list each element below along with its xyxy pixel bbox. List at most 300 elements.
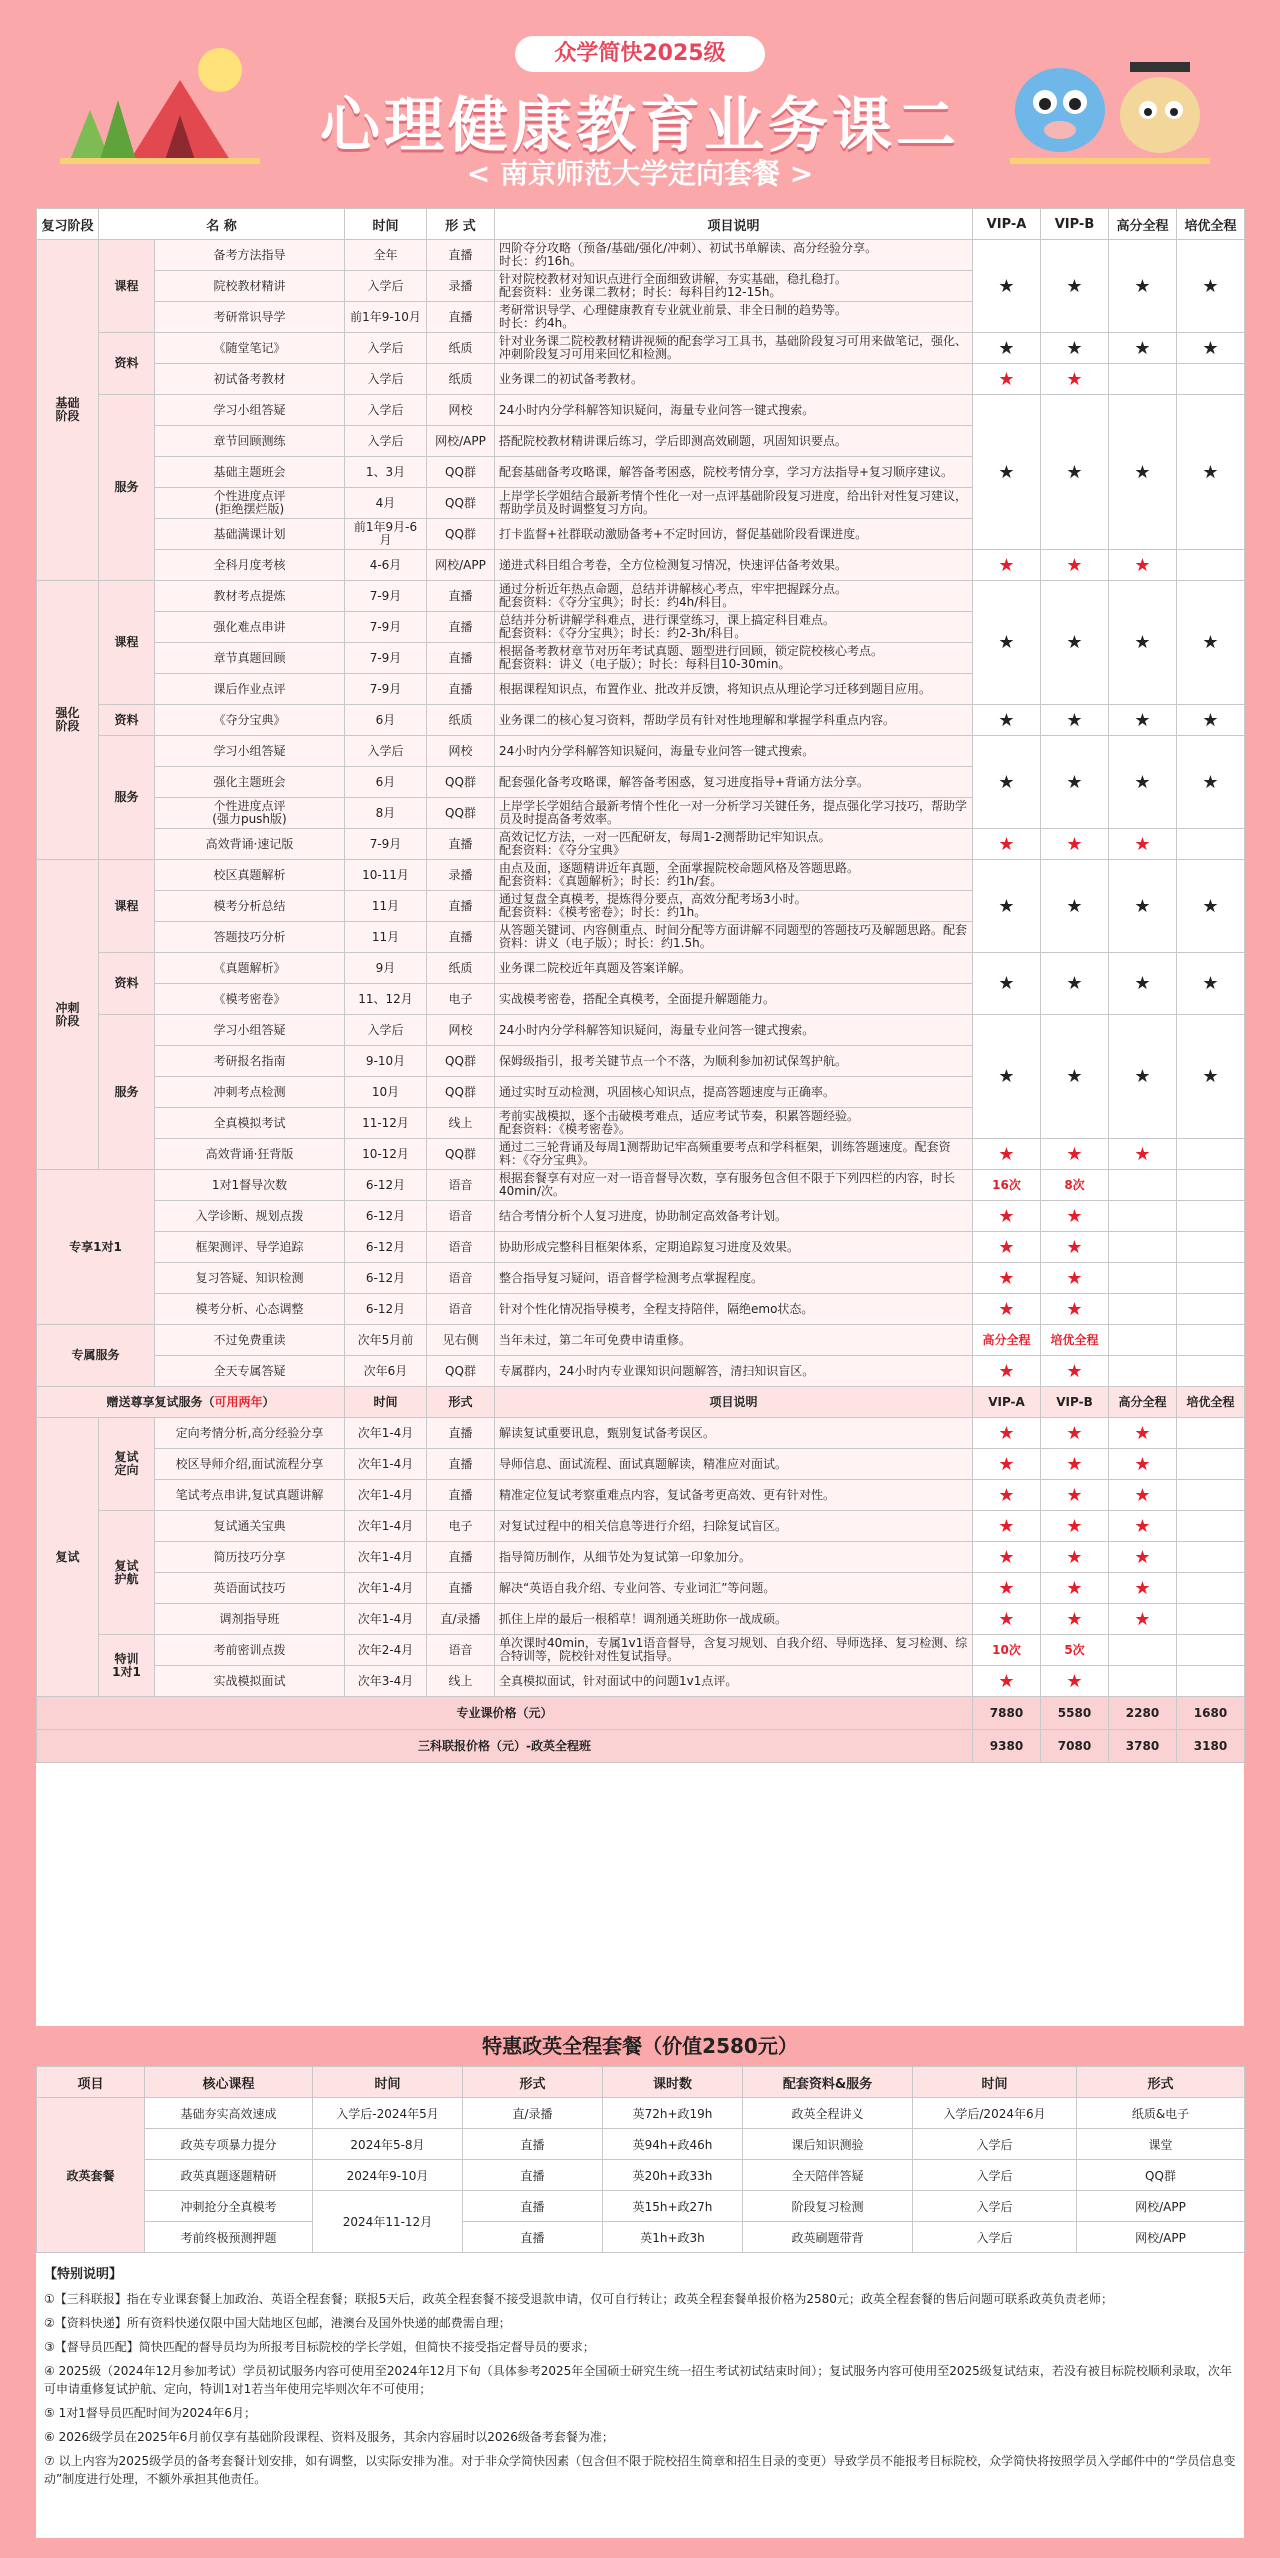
empty-cell bbox=[1177, 364, 1245, 395]
item-name: 强化主题班会 bbox=[155, 767, 345, 798]
category-label: 复试 定向 bbox=[99, 1418, 155, 1511]
red-star-icon: ★ bbox=[1109, 1480, 1177, 1511]
course-form: 直播 bbox=[463, 2191, 603, 2222]
item-form: 直播 bbox=[427, 922, 495, 953]
note-item: ④ 2025级（2024年12月参加考试）学员初试服务内容可使用至2024年12月下旬（具体参考2025年全国硕士研究生统一招生考试初试结束时间）；复试服务内容可使用至2025级复试结束，若没有被目标院校顺利录取，次年可申请重修复试护航、定向，特训1对1若当年使用完毕则次年不可使用； bbox=[44, 2364, 1232, 2396]
item-form: 直播 bbox=[427, 1573, 495, 1604]
plan-badge: 10次 bbox=[973, 1635, 1041, 1666]
item-desc: 由点及面，逐题精讲近年真题，全面掌握院校命题风格及答题思路。 配套资料：《真题解析》；时长：约1h/套。 bbox=[495, 860, 973, 891]
item-name: 考前密训点拨 bbox=[155, 1635, 345, 1666]
item-form: 线上 bbox=[427, 1666, 495, 1697]
item-time: 次年5月前 bbox=[345, 1325, 427, 1356]
item-form: 语音 bbox=[427, 1294, 495, 1325]
item-name: 框架测评、导学追踪 bbox=[155, 1232, 345, 1263]
item-time: 次年1-4月 bbox=[345, 1449, 427, 1480]
item-desc: 实战模考密卷，搭配全真模考，全面提升解题能力。 bbox=[495, 984, 973, 1015]
table-row bbox=[37, 395, 1245, 426]
star-icon: ★ bbox=[973, 705, 1041, 736]
item-time: 6月 bbox=[345, 705, 427, 736]
red-star-icon: ★ bbox=[973, 1666, 1041, 1697]
item-desc: 配套基础备考攻略课，解答备考困惑，院校考情分享，学习方法指导+复习顺序建议。 bbox=[495, 457, 973, 488]
item-desc: 结合考情分析个人复习进度，协助制定高效备考计划。 bbox=[495, 1201, 973, 1232]
item-form: 录播 bbox=[427, 860, 495, 891]
item-desc: 针对业务课二院校教材精讲视频的配套学习工具书，基础阶段复习可用来做笔记，强化、冲刺阶段复习可用来回忆和检测。 bbox=[495, 333, 973, 364]
red-star-icon: ★ bbox=[973, 1139, 1041, 1170]
empty-cell bbox=[1177, 1170, 1245, 1201]
empty-cell bbox=[1177, 829, 1245, 860]
empty-cell bbox=[1177, 1139, 1245, 1170]
item-form: QQ群 bbox=[427, 1139, 495, 1170]
red-star-icon: ★ bbox=[1109, 1573, 1177, 1604]
empty-cell bbox=[1109, 1263, 1177, 1294]
table-row bbox=[37, 2098, 1245, 2129]
item-form: 见右侧 bbox=[427, 1325, 495, 1356]
item-time: 6-12月 bbox=[345, 1294, 427, 1325]
item-name: 校区真题解析 bbox=[155, 860, 345, 891]
material-service: 阶段复习检测 bbox=[743, 2191, 913, 2222]
empty-cell bbox=[1177, 550, 1245, 581]
table-row bbox=[37, 1511, 1245, 1542]
item-desc: 四阶夺分攻略（预备/基础/强化/冲刺）、初试书单解读、高分经验分享。 时长：约16h。 bbox=[495, 240, 973, 271]
category-label: 特训 1对1 bbox=[99, 1635, 155, 1697]
empty-cell bbox=[1109, 1232, 1177, 1263]
special-notes bbox=[44, 2266, 1236, 2494]
col-header: 时间 bbox=[313, 2067, 463, 2098]
item-form: 语音 bbox=[427, 1635, 495, 1666]
course-form: 直播 bbox=[463, 2129, 603, 2160]
table-row bbox=[37, 1170, 1245, 1201]
item-form: 语音 bbox=[427, 1263, 495, 1294]
table-row bbox=[37, 1449, 1245, 1480]
price-label: 专业课价格（元） bbox=[37, 1697, 973, 1730]
table-row bbox=[37, 1356, 1245, 1387]
empty-cell bbox=[1109, 364, 1177, 395]
col-header-plan: VIP-B bbox=[1041, 1387, 1109, 1418]
item-desc: 单次课时40min，专属1v1语音督导，含复习规划、自我介绍、导师选择、复习检测、综合特训等，院校针对性复试指导。 bbox=[495, 1635, 973, 1666]
star-icon: ★ bbox=[1177, 240, 1245, 333]
item-form: QQ群 bbox=[427, 488, 495, 519]
item-time: 次年1-4月 bbox=[345, 1511, 427, 1542]
course-time: 2024年11-12月 bbox=[313, 2191, 463, 2253]
item-form: 直播 bbox=[427, 581, 495, 612]
special-package-table bbox=[36, 2066, 1245, 2253]
item-desc: 专属群内，24小时内专业课知识问题解答，清扫知识盲区。 bbox=[495, 1356, 973, 1387]
empty-cell bbox=[1177, 1232, 1245, 1263]
core-course: 冲刺抢分全真模考 bbox=[145, 2191, 313, 2222]
star-icon: ★ bbox=[1177, 395, 1245, 550]
red-star-icon: ★ bbox=[973, 1573, 1041, 1604]
red-star-icon: ★ bbox=[1041, 1604, 1109, 1635]
item-form: QQ群 bbox=[427, 798, 495, 829]
table-row bbox=[37, 1263, 1245, 1294]
item-name: 个性进度点评 (拒绝摆烂版) bbox=[155, 488, 345, 519]
item-time: 入学后 bbox=[345, 271, 427, 302]
note-item: ⑤ 1对1督导员匹配时间为2024年6月； bbox=[44, 2406, 257, 2420]
col-header-plan: 高分全程 bbox=[1109, 1387, 1177, 1418]
table-row bbox=[37, 736, 1245, 767]
item-form: 直播 bbox=[427, 643, 495, 674]
item-time: 7-9月 bbox=[345, 612, 427, 643]
category-label: 资料 bbox=[99, 333, 155, 395]
item-name: 模考分析、心态调整 bbox=[155, 1294, 345, 1325]
item-form: 纸质 bbox=[427, 364, 495, 395]
item-desc: 整合指导复习疑问，语音督学检测考点掌握程度。 bbox=[495, 1263, 973, 1294]
item-desc: 通过二三轮背诵及每周1测帮助记牢高频重要考点和学科框架，训练答题速度。配套资料：《夺分宝典》。 bbox=[495, 1139, 973, 1170]
star-icon: ★ bbox=[1177, 860, 1245, 953]
item-time: 次年3-4月 bbox=[345, 1666, 427, 1697]
item-name: 《真题解析》 bbox=[155, 953, 345, 984]
item-desc: 24小时内分学科解答知识疑问，海量专业问答一键式搜索。 bbox=[495, 736, 973, 767]
item-name: 高效背诵·狂背版 bbox=[155, 1139, 345, 1170]
red-star-icon: ★ bbox=[1109, 1542, 1177, 1573]
table-row bbox=[37, 705, 1245, 736]
item-name: 冲刺考点检测 bbox=[155, 1077, 345, 1108]
item-name: 个性进度点评 (强力push版) bbox=[155, 798, 345, 829]
item-time: 4-6月 bbox=[345, 550, 427, 581]
item-time: 6-12月 bbox=[345, 1201, 427, 1232]
col-header-time: 时间 bbox=[345, 209, 427, 240]
item-name: 学习小组答疑 bbox=[155, 736, 345, 767]
page-subtitle: < 南京师范大学定向套餐 > bbox=[466, 157, 814, 190]
item-time: 10月 bbox=[345, 1077, 427, 1108]
item-form: QQ群 bbox=[427, 1356, 495, 1387]
col-header-desc: 项目说明 bbox=[495, 209, 973, 240]
item-time: 前1年9-10月 bbox=[345, 302, 427, 333]
item-name: 不过免费重读 bbox=[155, 1325, 345, 1356]
table-row bbox=[37, 1325, 1245, 1356]
red-star-icon: ★ bbox=[1041, 1511, 1109, 1542]
item-time: 11-12月 bbox=[345, 1108, 427, 1139]
item-form: QQ群 bbox=[427, 1046, 495, 1077]
item-name: 英语面试技巧 bbox=[155, 1573, 345, 1604]
item-name: 复试通关宝典 bbox=[155, 1511, 345, 1542]
item-desc: 当年未过，第二年可免费申请重修。 bbox=[495, 1325, 973, 1356]
empty-cell bbox=[1177, 1418, 1245, 1449]
red-star-icon: ★ bbox=[973, 550, 1041, 581]
red-star-icon: ★ bbox=[1041, 1449, 1109, 1480]
item-name: 全科月度考核 bbox=[155, 550, 345, 581]
red-star-icon: ★ bbox=[973, 829, 1041, 860]
phase-label: 复试 bbox=[37, 1418, 99, 1697]
col-header: 项目 bbox=[37, 2067, 145, 2098]
empty-cell bbox=[1109, 1201, 1177, 1232]
red-star-icon: ★ bbox=[1109, 1511, 1177, 1542]
item-form: 直播 bbox=[427, 302, 495, 333]
item-time: 次年6月 bbox=[345, 1356, 427, 1387]
item-name: 考研常识导学 bbox=[155, 302, 345, 333]
retest-title-end: ） bbox=[262, 1394, 275, 1409]
red-star-icon: ★ bbox=[973, 1480, 1041, 1511]
red-star-icon: ★ bbox=[973, 1294, 1041, 1325]
empty-cell bbox=[1177, 1356, 1245, 1387]
material-service: 政英全程讲义 bbox=[743, 2098, 913, 2129]
col-header-form: 形 式 bbox=[427, 209, 495, 240]
item-name: 学习小组答疑 bbox=[155, 1015, 345, 1046]
course-time: 2024年9-10月 bbox=[313, 2160, 463, 2191]
item-time: 4月 bbox=[345, 488, 427, 519]
item-time: 入学后 bbox=[345, 426, 427, 457]
material-form: 网校/APP bbox=[1077, 2222, 1245, 2253]
col-header-plan: 高分全程 bbox=[1109, 209, 1177, 240]
item-time: 9月 bbox=[345, 953, 427, 984]
item-desc: 业务课二院校近年真题及答案详解。 bbox=[495, 953, 973, 984]
item-time: 次年1-4月 bbox=[345, 1480, 427, 1511]
empty-cell bbox=[1177, 1542, 1245, 1573]
col-header: 形式 bbox=[463, 2067, 603, 2098]
item-form: 电子 bbox=[427, 984, 495, 1015]
red-star-icon: ★ bbox=[973, 1356, 1041, 1387]
item-name: 模考分析总结 bbox=[155, 891, 345, 922]
red-star-icon: ★ bbox=[1041, 1480, 1109, 1511]
item-time: 次年1-4月 bbox=[345, 1542, 427, 1573]
item-time: 次年2-4月 bbox=[345, 1635, 427, 1666]
category-label: 课程 bbox=[99, 581, 155, 705]
star-icon: ★ bbox=[1177, 953, 1245, 1015]
material-time: 入学后 bbox=[913, 2160, 1077, 2191]
item-desc: 导师信息、面试流程、面试真题解读，精准应对面试。 bbox=[495, 1449, 973, 1480]
item-name: 院校教材精讲 bbox=[155, 271, 345, 302]
note-item: ⑥ 2026级学员在2025年6月前仅享有基础阶段课程、资料及服务，其余内容届时以2026级备考套餐为准； bbox=[44, 2430, 614, 2444]
item-desc: 根据课程知识点，布置作业、批改并反馈，将知识点从理论学习迁移到题目应用。 bbox=[495, 674, 973, 705]
item-time: 11月 bbox=[345, 891, 427, 922]
empty-cell bbox=[1177, 1480, 1245, 1511]
material-time: 入学后 bbox=[913, 2191, 1077, 2222]
special-package-title: 特惠政英全程套餐（价值2580元） bbox=[36, 2026, 1244, 2066]
item-time: 前1年9月-6月 bbox=[345, 519, 427, 550]
content-panel bbox=[36, 208, 1244, 2538]
course-hours: 英1h+政3h bbox=[603, 2222, 743, 2253]
empty-cell bbox=[1177, 1263, 1245, 1294]
red-star-icon: ★ bbox=[973, 1263, 1041, 1294]
col-header-plan: VIP-B bbox=[1041, 209, 1109, 240]
red-star-icon: ★ bbox=[1109, 550, 1177, 581]
red-star-icon: ★ bbox=[973, 1201, 1041, 1232]
item-desc: 上岸学长学姐结合最新考情个性化一对一点评基础阶段复习进度，给出针对性复习建议，帮助学员及时调整复习方向。 bbox=[495, 488, 973, 519]
item-time: 11、12月 bbox=[345, 984, 427, 1015]
price-value: 2280 bbox=[1109, 1697, 1177, 1730]
red-star-icon: ★ bbox=[1041, 1263, 1109, 1294]
item-form: 直播 bbox=[427, 1418, 495, 1449]
star-icon: ★ bbox=[973, 581, 1041, 705]
star-icon: ★ bbox=[1041, 333, 1109, 364]
col-header-time: 时间 bbox=[345, 1387, 427, 1418]
star-icon: ★ bbox=[1177, 736, 1245, 829]
table-row bbox=[37, 550, 1245, 581]
table-row bbox=[37, 1015, 1245, 1046]
red-star-icon: ★ bbox=[1109, 829, 1177, 860]
star-icon: ★ bbox=[1041, 736, 1109, 829]
price-value: 7880 bbox=[973, 1697, 1041, 1730]
item-name: 《模考密卷》 bbox=[155, 984, 345, 1015]
item-name: 复习答疑、知识检测 bbox=[155, 1263, 345, 1294]
price-row bbox=[37, 1730, 1245, 1763]
item-form: 直播 bbox=[427, 1542, 495, 1573]
price-value: 7080 bbox=[1041, 1730, 1109, 1763]
empty-cell bbox=[1177, 1511, 1245, 1542]
item-form: 直播 bbox=[427, 612, 495, 643]
item-name: 校区导师介绍,面试流程分享 bbox=[155, 1449, 345, 1480]
price-value: 1680 bbox=[1177, 1697, 1245, 1730]
course-hours: 英15h+政27h bbox=[603, 2191, 743, 2222]
item-form: 直/录播 bbox=[427, 1604, 495, 1635]
item-time: 入学后 bbox=[345, 1015, 427, 1046]
table-row bbox=[37, 1635, 1245, 1666]
item-form: 网校/APP bbox=[427, 426, 495, 457]
item-desc: 24小时内分学科解答知识疑问，海量专业问答一键式搜索。 bbox=[495, 1015, 973, 1046]
red-star-icon: ★ bbox=[1109, 1604, 1177, 1635]
material-form: 课堂 bbox=[1077, 2129, 1245, 2160]
star-icon: ★ bbox=[1041, 860, 1109, 953]
item-name: 学习小组答疑 bbox=[155, 395, 345, 426]
item-desc: 从答题关键词、内容侧重点、时间分配等方面讲解不同题型的答题技巧及解题思路。配套资料：讲义（电子版）；时长：约1.5h。 bbox=[495, 922, 973, 953]
item-form: 直播 bbox=[427, 829, 495, 860]
item-form: 录播 bbox=[427, 271, 495, 302]
table-row bbox=[37, 2191, 1245, 2222]
red-star-icon: ★ bbox=[1041, 1573, 1109, 1604]
material-service: 课后知识测验 bbox=[743, 2129, 913, 2160]
item-desc: 抓住上岸的最后一根稻草！调剂通关班助你一战成硕。 bbox=[495, 1604, 973, 1635]
red-star-icon: ★ bbox=[1109, 1449, 1177, 1480]
red-star-icon: ★ bbox=[1041, 1201, 1109, 1232]
item-name: 初试备考教材 bbox=[155, 364, 345, 395]
item-desc: 精准定位复试考察重难点内容，复试备考更高效、更有针对性。 bbox=[495, 1480, 973, 1511]
item-name: 《夺分宝典》 bbox=[155, 705, 345, 736]
table-row bbox=[37, 1542, 1245, 1573]
course-time: 2024年5-8月 bbox=[313, 2129, 463, 2160]
item-form: 网校 bbox=[427, 395, 495, 426]
col-header-plan: VIP-A bbox=[973, 209, 1041, 240]
item-name: 全真模拟考试 bbox=[155, 1108, 345, 1139]
table-row bbox=[37, 1139, 1245, 1170]
item-time: 入学后 bbox=[345, 364, 427, 395]
page-title: 心理健康教育业务课二 bbox=[320, 91, 960, 161]
col-header: 时间 bbox=[913, 2067, 1077, 2098]
item-name: 强化难点串讲 bbox=[155, 612, 345, 643]
retest-validity: 可用两年 bbox=[214, 1394, 263, 1409]
item-name: 全天专属答疑 bbox=[155, 1356, 345, 1387]
item-form: 线上 bbox=[427, 1108, 495, 1139]
item-time: 6月 bbox=[345, 767, 427, 798]
plan-badge: 培优全程 bbox=[1041, 1325, 1109, 1356]
empty-cell bbox=[1177, 1449, 1245, 1480]
item-form: 语音 bbox=[427, 1232, 495, 1263]
red-star-icon: ★ bbox=[973, 364, 1041, 395]
item-form: 直播 bbox=[427, 1449, 495, 1480]
table-row bbox=[37, 2129, 1245, 2160]
item-form: QQ群 bbox=[427, 457, 495, 488]
course-hours: 英20h+政33h bbox=[603, 2160, 743, 2191]
category-label: 专属服务 bbox=[37, 1325, 155, 1387]
course-time: 入学后-2024年5月 bbox=[313, 2098, 463, 2129]
material-service: 政英刷题带背 bbox=[743, 2222, 913, 2253]
item-name: 《随堂笔记》 bbox=[155, 333, 345, 364]
item-name: 调剂指导班 bbox=[155, 1604, 345, 1635]
empty-cell bbox=[1109, 1666, 1177, 1697]
plan-badge: 8次 bbox=[1041, 1170, 1109, 1201]
item-time: 7-9月 bbox=[345, 829, 427, 860]
col-header-plan: 培优全程 bbox=[1177, 1387, 1245, 1418]
star-icon: ★ bbox=[1109, 953, 1177, 1015]
table-row bbox=[37, 829, 1245, 860]
table-row bbox=[37, 240, 1245, 271]
material-form: QQ群 bbox=[1077, 2160, 1245, 2191]
item-desc: 配套强化备考攻略课，解答备考困惑，复习进度指导+背诵方法分享。 bbox=[495, 767, 973, 798]
grade-badge: 众学简快2025级 bbox=[515, 36, 765, 72]
item-desc: 递进式科目组合考卷，全方位检测复习情况，快速评估备考效果。 bbox=[495, 550, 973, 581]
item-time: 全年 bbox=[345, 240, 427, 271]
item-time: 6-12月 bbox=[345, 1232, 427, 1263]
retest-title: 赠送尊享复试服务（ bbox=[106, 1394, 215, 1409]
red-star-icon: ★ bbox=[973, 1542, 1041, 1573]
col-header-plan: VIP-A bbox=[973, 1387, 1041, 1418]
star-icon: ★ bbox=[973, 860, 1041, 953]
item-form: 纸质 bbox=[427, 705, 495, 736]
item-name: 答题技巧分析 bbox=[155, 922, 345, 953]
item-desc: 通过分析近年热点命题，总结并讲解核心考点，牢牢把握踩分点。 配套资料：《夺分宝典》；时长：约4h/科目。 bbox=[495, 581, 973, 612]
course-hours: 英94h+政46h bbox=[603, 2129, 743, 2160]
red-star-icon: ★ bbox=[1041, 1139, 1109, 1170]
item-time: 10-11月 bbox=[345, 860, 427, 891]
item-form: 直播 bbox=[427, 674, 495, 705]
table-row bbox=[37, 1666, 1245, 1697]
empty-cell bbox=[1109, 1294, 1177, 1325]
table-row bbox=[37, 1201, 1245, 1232]
star-icon: ★ bbox=[1109, 705, 1177, 736]
table-row bbox=[37, 333, 1245, 364]
course-form: 直播 bbox=[463, 2160, 603, 2191]
empty-cell bbox=[1177, 1666, 1245, 1697]
col-header-name: 名 称 bbox=[99, 209, 345, 240]
item-time: 7-9月 bbox=[345, 674, 427, 705]
item-form: QQ群 bbox=[427, 767, 495, 798]
plan-badge: 5次 bbox=[1041, 1635, 1109, 1666]
red-star-icon: ★ bbox=[1109, 1418, 1177, 1449]
table-row bbox=[37, 581, 1245, 612]
table-row bbox=[37, 1418, 1245, 1449]
price-value: 9380 bbox=[973, 1730, 1041, 1763]
table-row bbox=[37, 953, 1245, 984]
notes-heading: 【特别说明】 bbox=[44, 2267, 123, 2282]
item-time: 11月 bbox=[345, 922, 427, 953]
col-header-plan: 培优全程 bbox=[1177, 209, 1245, 240]
item-name: 基础满课计划 bbox=[155, 519, 345, 550]
item-form: 纸质 bbox=[427, 333, 495, 364]
table-row bbox=[37, 1232, 1245, 1263]
item-time: 入学后 bbox=[345, 395, 427, 426]
star-icon: ★ bbox=[1177, 1015, 1245, 1139]
star-icon: ★ bbox=[1109, 1015, 1177, 1139]
empty-cell bbox=[1109, 1170, 1177, 1201]
star-icon: ★ bbox=[1041, 1015, 1109, 1139]
star-icon: ★ bbox=[1109, 581, 1177, 705]
star-icon: ★ bbox=[1109, 736, 1177, 829]
category-label: 资料 bbox=[99, 705, 155, 736]
red-star-icon: ★ bbox=[1041, 550, 1109, 581]
item-time: 10-12月 bbox=[345, 1139, 427, 1170]
star-icon: ★ bbox=[973, 395, 1041, 550]
table-row bbox=[37, 1480, 1245, 1511]
item-name: 1对1督导次数 bbox=[155, 1170, 345, 1201]
red-star-icon: ★ bbox=[973, 1511, 1041, 1542]
item-name: 考研报名指南 bbox=[155, 1046, 345, 1077]
header bbox=[0, 0, 1280, 200]
course-form: 直/录播 bbox=[463, 2098, 603, 2129]
star-icon: ★ bbox=[1109, 860, 1177, 953]
item-form: 直播 bbox=[427, 891, 495, 922]
item-form: 直播 bbox=[427, 240, 495, 271]
col-header: 核心课程 bbox=[145, 2067, 313, 2098]
item-desc: 上岸学长学姐结合最新考情个性化一对一分析学习关键任务，提点强化学习技巧，帮助学员及时提高备考效率。 bbox=[495, 798, 973, 829]
